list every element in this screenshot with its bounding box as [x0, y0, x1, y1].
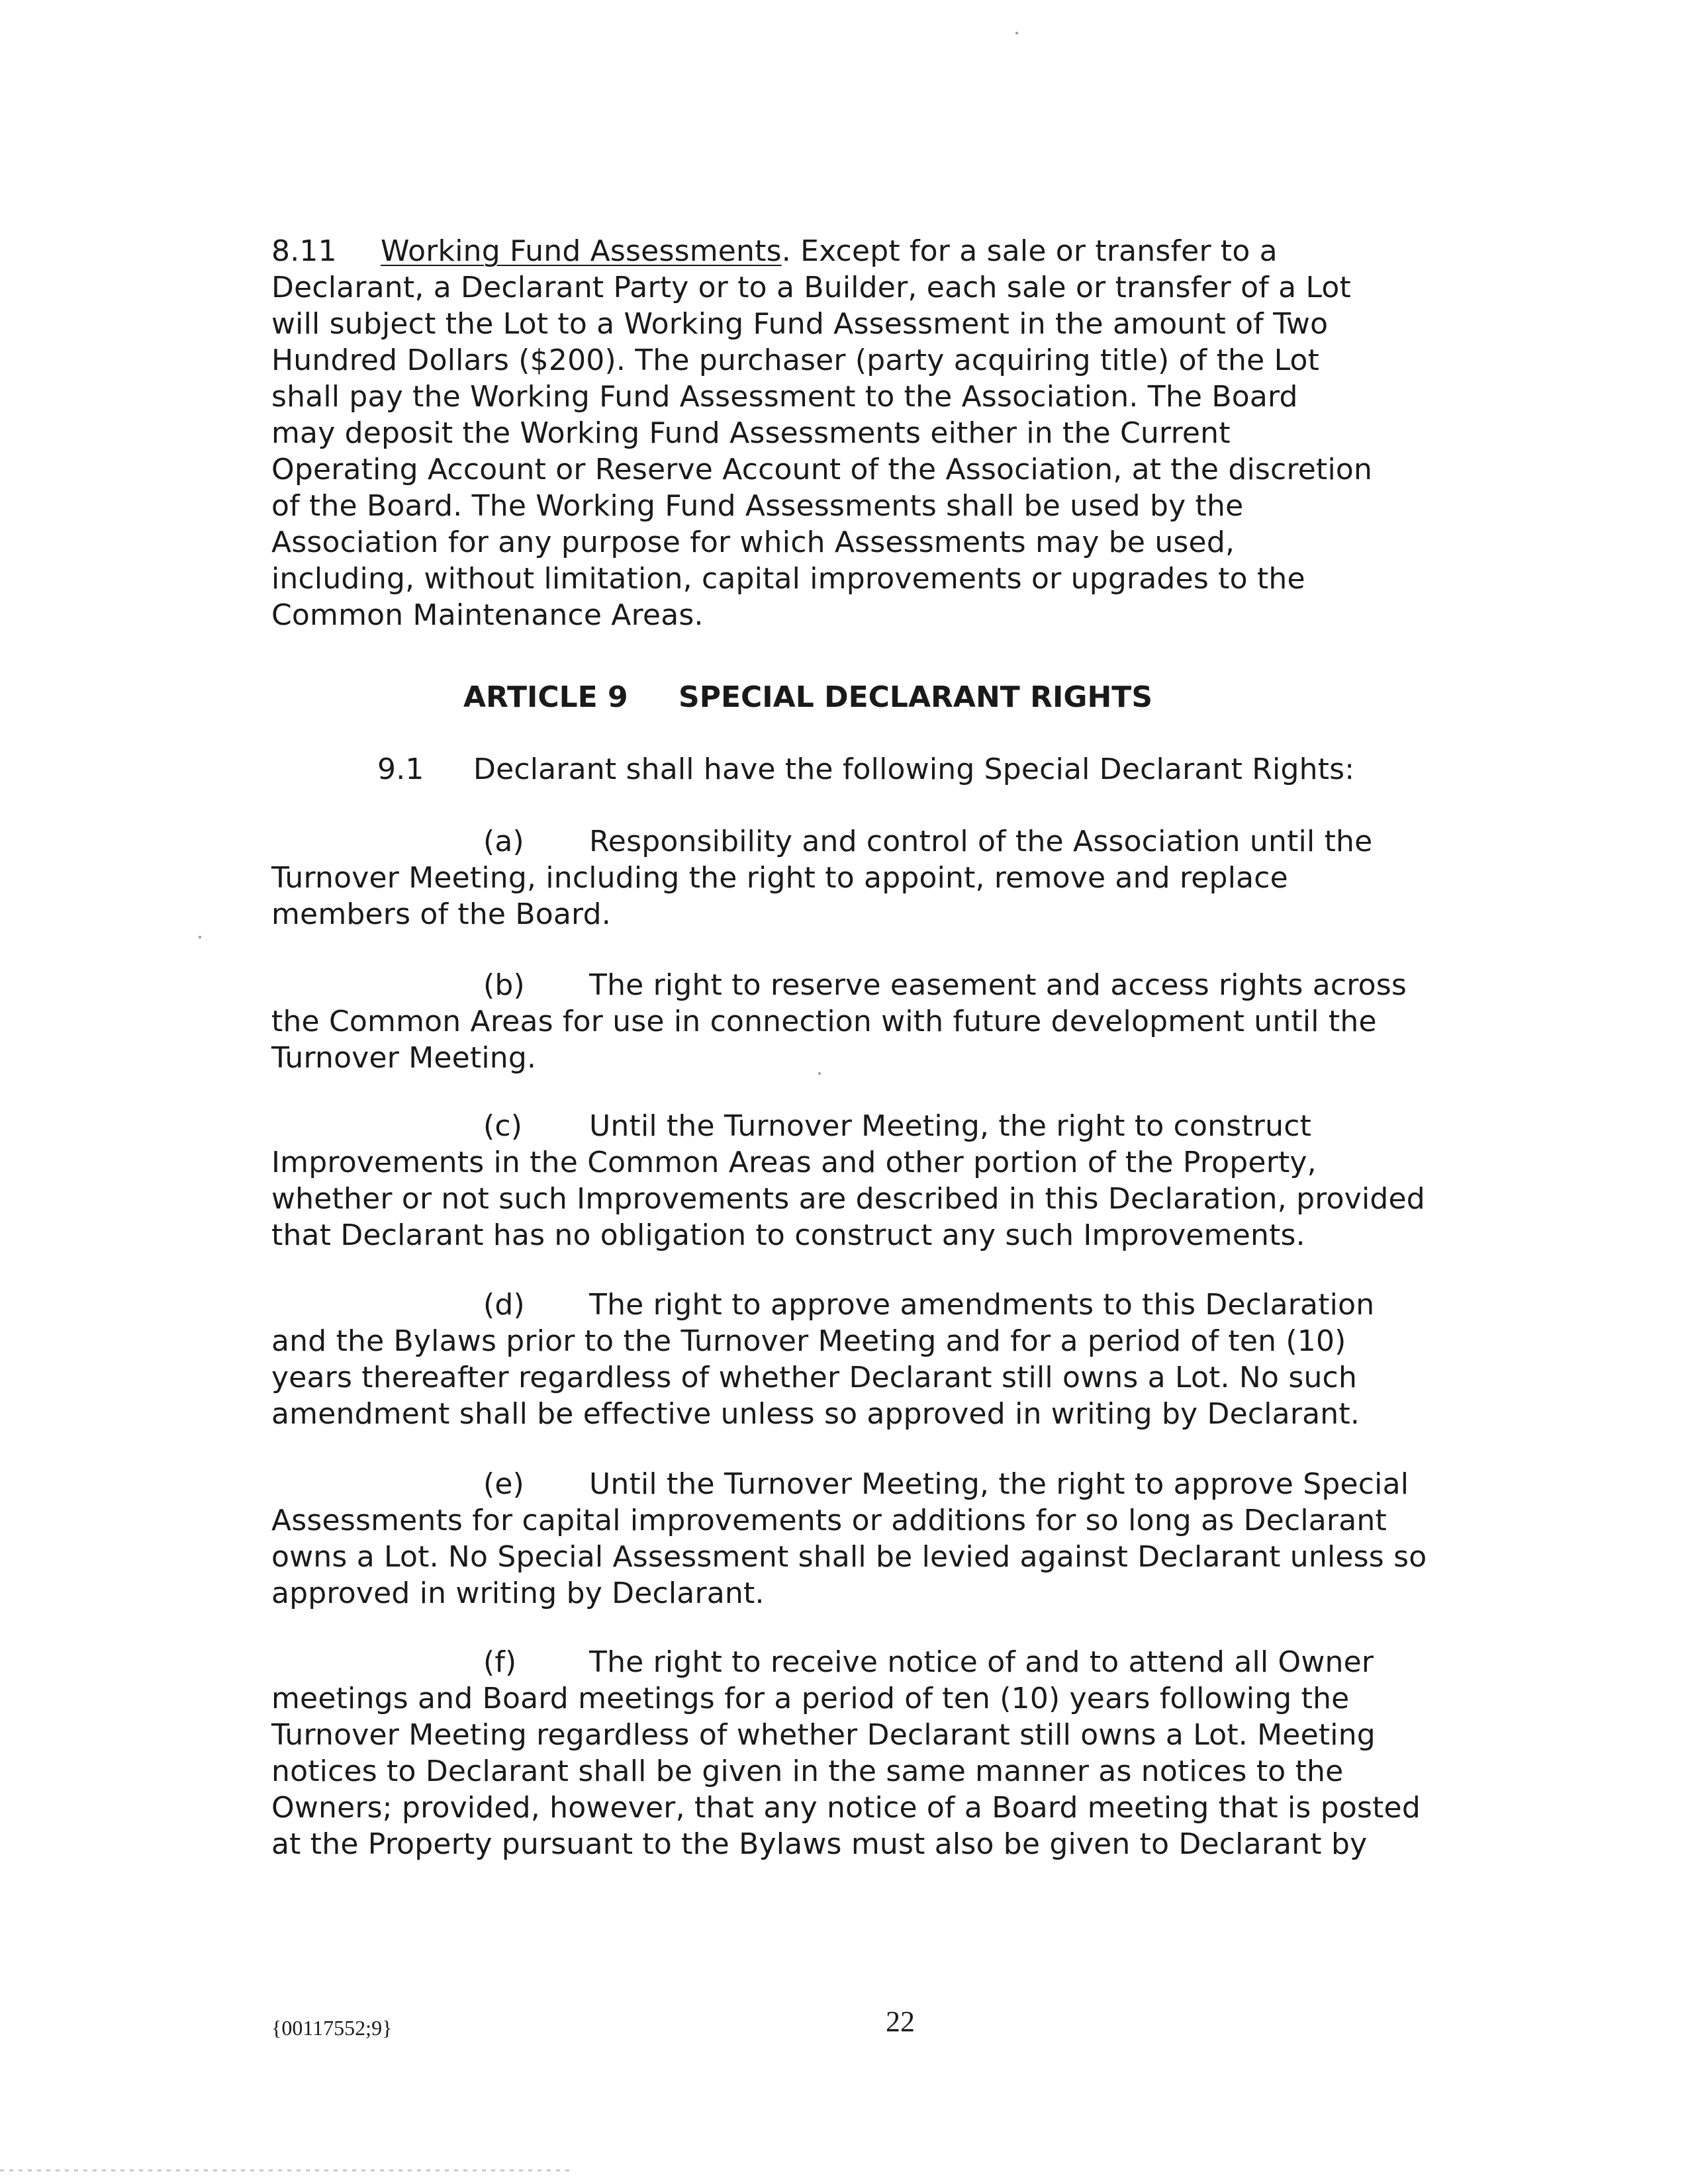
section-title: Working Fund Assessments	[381, 234, 782, 268]
paragraph-line: Owners; provided, however, that any notice of a Board meeting that is posted	[271, 1791, 1421, 1825]
paragraph-line: at the Property pursuant to the Bylaws must also be given to Declarant by	[271, 1827, 1368, 1861]
paragraph-line: may deposit the Working Fund Assessments either in the Current	[271, 416, 1231, 450]
paragraph-line: Until the Turnover Meeting, the right to construct	[589, 1109, 1312, 1143]
section-9-1	[377, 751, 1556, 788]
paragraph-line: Turnover Meeting regardless of whether Declarant still owns a Lot. Meeting	[271, 1718, 1376, 1752]
item-label: (a)	[483, 825, 524, 858]
list-item-f	[271, 1644, 1450, 1862]
list-item-d	[271, 1287, 1450, 1432]
paragraph-line: The right to approve amendments to this Declaration	[589, 1288, 1375, 1322]
paragraph-line: The right to reserve easement and access rights across	[589, 968, 1407, 1002]
paragraph-line: Improvements in the Common Areas and other portion of the Property,	[271, 1146, 1317, 1179]
paragraph-line: that Declarant has no obligation to construct any such Improvements.	[271, 1218, 1305, 1252]
scan-speck	[818, 1072, 821, 1075]
article-number: ARTICLE 9	[463, 680, 628, 714]
paragraph-line: including, without limitation, capital improvements or upgrades to the	[271, 562, 1305, 596]
paragraph-line: Common Maintenance Areas.	[271, 598, 704, 632]
article-title: SPECIAL DECLARANT RIGHTS	[679, 680, 1153, 714]
paragraph-line: Declarant, a Declarant Party or to a Builder, each sale or transfer of a Lot	[271, 271, 1351, 304]
paragraph-line: Association for any purpose for which Assessments may be used,	[271, 525, 1235, 559]
paragraph-line: owns a Lot. No Special Assessment shall be levied against Declarant unless so	[271, 1540, 1427, 1574]
section-text: Declarant shall have the following Special Declarant Rights:	[473, 752, 1355, 786]
paragraph-line: . Except for a sale or transfer to a	[781, 234, 1278, 268]
list-item-c	[271, 1108, 1450, 1253]
section-number: 8.11	[271, 234, 337, 268]
paragraph-line: Assessments for capital improvements or additions for so long as Declarant	[271, 1504, 1387, 1537]
paragraph-line: The right to receive notice of and to attend all Owner	[589, 1645, 1374, 1679]
article-heading	[463, 679, 1152, 715]
item-label: (c)	[483, 1109, 523, 1143]
paragraph-line: Responsibility and control of the Association until the	[589, 825, 1373, 858]
paragraph-line: members of the Board.	[271, 897, 611, 931]
section-8-11-first-line	[271, 233, 1450, 269]
paragraph-line: amendment shall be effective unless so approved in writing by Declarant.	[271, 1397, 1360, 1431]
list-item-b	[271, 967, 1450, 1076]
paragraph-line: will subject the Lot to a Working Fund Assessment in the amount of Two	[271, 307, 1329, 341]
paragraph-line: meetings and Board meetings for a period of ten (10) years following the	[271, 1682, 1350, 1715]
paragraph-line: the Common Areas for use in connection with future development until the	[271, 1005, 1377, 1038]
scan-speck	[199, 936, 201, 938]
section-8-11	[271, 233, 1450, 633]
item-label: (e)	[483, 1467, 525, 1501]
paragraph-line: of the Board. The Working Fund Assessments shall be used by the	[271, 489, 1244, 523]
scan-edge-artifact	[0, 2169, 569, 2171]
document-id: {00117552;9}	[271, 2016, 393, 2040]
paragraph-line: Until the Turnover Meeting, the right to approve Special	[589, 1467, 1409, 1501]
paragraph-line: approved in writing by Declarant.	[271, 1576, 765, 1610]
paragraph-line: whether or not such Improvements are described in this Declaration, provided	[271, 1182, 1425, 1216]
paragraph-line: Hundred Dollars ($200). The purchaser (party acquiring title) of the Lot	[271, 343, 1320, 377]
paragraph-line: notices to Declarant shall be given in the same manner as notices to the	[271, 1754, 1344, 1788]
paragraph-line: shall pay the Working Fund Assessment to the Association. The Board	[271, 380, 1298, 414]
paragraph-line: Turnover Meeting, including the right to appoint, remove and replace	[271, 861, 1288, 895]
paragraph-line: Operating Account or Reserve Account of the Association, at the discretion	[271, 453, 1373, 486]
paragraph-line: years thereafter regardless of whether Declarant still owns a Lot. No such	[271, 1361, 1358, 1394]
item-label: (b)	[483, 968, 525, 1002]
section-number: 9.1	[377, 752, 424, 786]
list-item-e	[271, 1466, 1450, 1612]
paragraph-line: and the Bylaws prior to the Turnover Meeting and for a period of ten (10)	[271, 1324, 1346, 1358]
list-item-a	[271, 823, 1450, 933]
paragraph-line: Turnover Meeting.	[271, 1041, 537, 1075]
item-label: (d)	[483, 1288, 525, 1322]
page-number: 22	[886, 2005, 915, 2038]
scan-speck	[1015, 32, 1018, 34]
item-label: (f)	[483, 1645, 517, 1679]
